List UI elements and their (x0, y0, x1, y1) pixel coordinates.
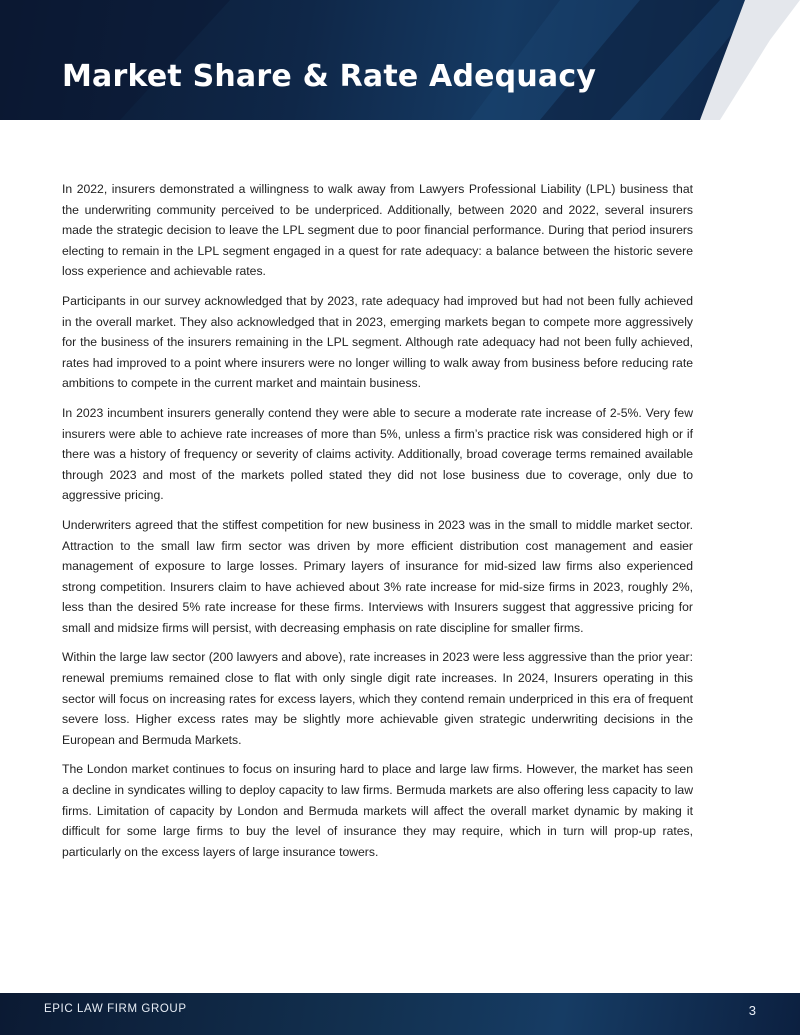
paragraph: In 2023 incumbent insurers generally contend they were able to secure a moderate rate increase of 2-5%. Very few insurers were able to achieve rate increases of more than 5%, unless a firm’s practice risk was considered high or if there was a history of frequency or severity of claims activity. Additionally, broad coverage terms remained available through 2023 and most of the markets polled stated they did not lose business due to coverage, only due to aggressive pricing. (62, 405, 693, 503)
paragraph: The London market continues to focus on insuring hard to place and large law firms. However, the market has seen a decline in syndicates willing to deploy capacity to law firms. Bermuda markets are also offering less capacity to law firms. Limitation of capacity by London and Bermuda markets will affect the overall market dynamic by making it difficult for some large firms to buy the level of insurance they may require, which in turn will prop-up rates, particularly on the excess layers of large insurance towers. (62, 762, 693, 859)
footer-bar (0, 993, 800, 1035)
body-text (62, 179, 693, 871)
header-banner (0, 0, 800, 120)
paragraph: Within the large law sector (200 lawyers and above), rate increases in 2023 were less aggressive than the prior year: renewal premiums remained close to flat with only single digit rate increases. In 2024, Insurers operating in this sector will focus on increasing rates for excess layers, which they contend remain underpriced in this era of frequent severe loss. Higher excess rates may be slightly more achievable given strategic underwriting decisions in the European and Bermuda Markets. (62, 650, 693, 747)
paragraph: Underwriters agreed that the stiffest competition for new business in 2023 was in the small to middle market sector. Attraction to the small law firm sector was driven by more efficient distribution cost management and easier management of exposure to large losses. Primary layers of insurance for mid-sized law firms also experienced strong competition. Insurers claim to have achieved about 3% rate increase for mid-size firms in 2023, roughly 2%, less than the desired 5% rate increase for these firms. Interviews with Insurers suggest that aggressive pricing for small and midsize firms will persist, with decreasing emphasis on rate discipline for smaller firms. (62, 517, 693, 635)
page-title: Market Share & Rate Adequacy (62, 59, 597, 94)
page-number: 3 (748, 1003, 756, 1018)
paragraph: Participants in our survey acknowledged that by 2023, rate adequacy had improved but had not been fully achieved in the overall market. They also acknowledged that in 2023, emerging markets began to compete more aggressively for the business of the insurers remaining in the LPL segment. Although rate adequacy had not been fully achieved, rates had improved to a point where insurers were no longer willing to walk away from business before reducing rate ambitions to compete in the current market and maintain business. (62, 293, 693, 391)
paragraph: In 2022, insurers demonstrated a willingness to walk away from Lawyers Professional Liability (LPL) business that the underwriting community perceived to be underpriced. Additionally, between 2020 and 2022, several insurers made the strategic decision to leave the LPL segment due to poor financial performance. During that period insurers electing to remain in the LPL segment engaged in a quest for rate adequacy: a balance between the historic severe loss experience and achievable rates. (62, 182, 693, 279)
footer-brand: EPIC LAW FIRM GROUP (44, 1003, 187, 1015)
